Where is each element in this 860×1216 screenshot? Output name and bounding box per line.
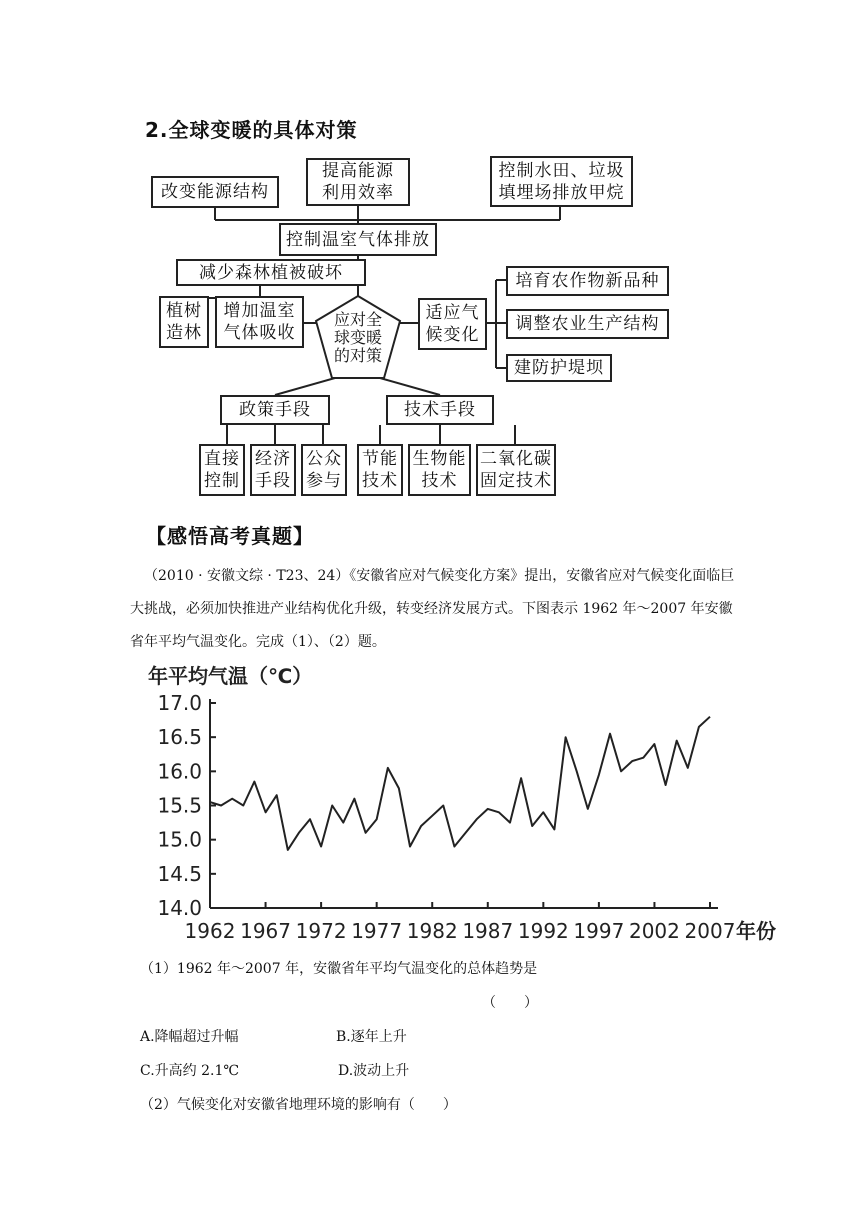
y-tick-label: 14.0 — [157, 896, 202, 920]
x-tick-label: 2002 — [628, 919, 680, 943]
y-tick-label: 16.0 — [157, 759, 202, 784]
question-1-bracket: （ ） — [482, 995, 538, 1011]
chart-svg — [140, 655, 790, 950]
node-public-participation: 公众 参与 — [301, 444, 347, 496]
option-c: C.升高约 2.1℃ — [140, 1063, 240, 1079]
node-plant-trees: 植树 造林 — [159, 296, 209, 348]
temperature-chart — [140, 655, 790, 950]
option-b: B.逐年上升 — [336, 1029, 407, 1045]
y-tick-label: 15.0 — [157, 827, 202, 852]
node-control-methane: 控制水田、垃圾 填埋场排放甲烷 — [490, 156, 633, 207]
node-direct-control: 直接 控制 — [199, 444, 245, 496]
chart-xlabel: 年份 — [736, 919, 776, 943]
x-tick-label: 1982 — [406, 919, 458, 943]
node-adjust-agriculture: 调整农业生产结构 — [506, 309, 669, 339]
question-2: （2）气候变化对安徽省地理环境的影响有（ ） — [140, 1097, 457, 1113]
node-economic-means: 经济 手段 — [250, 444, 296, 496]
chart-ylabel: 年平均气温（℃） — [148, 664, 313, 688]
x-tick-label: 1987 — [462, 919, 514, 943]
option-d: D.波动上升 — [338, 1063, 410, 1079]
x-tick-label: 1972 — [295, 919, 347, 943]
y-tick-label: 15.5 — [157, 793, 202, 818]
x-tick-label: 1962 — [184, 919, 236, 943]
exam-paragraph: （2010 · 安徽文综 · T23、24）《安徽省应对气候变化方案》提出，安徽省应对气候变化面临巨大挑战，必须加快推进产业结构优化升级，转变经济发展方式。下图表示 1962 年～2007 年安徽省年平均气温变化。完成（1）、（2）题。 — [130, 568, 735, 650]
node-increase-absorption: 增加温室 气体吸收 — [215, 296, 304, 348]
exam-section-title: 【感悟高考真题】 — [146, 524, 314, 548]
section-heading: 2.全球变暖的具体对策 — [145, 118, 358, 142]
node-tech-means: 技术手段 — [386, 395, 494, 425]
question-1: （1）1962 年～2007 年，安徽省年平均气温变化的总体趋势是 — [140, 961, 538, 977]
y-tick-label: 16.5 — [157, 725, 202, 750]
node-adapt-climate: 适应气 候变化 — [418, 298, 487, 350]
center-node: 应对全 球变暖 的对策 — [333, 310, 382, 365]
option-a: A.降幅超过升幅 — [140, 1029, 239, 1045]
node-change-energy-structure: 改变能源结构 — [151, 176, 279, 208]
x-tick-label: 1997 — [573, 919, 625, 943]
diagram-connectors — [0, 0, 860, 520]
node-co2-fixation-tech: 二氧化碳 固定技术 — [476, 444, 556, 496]
temperature-line — [210, 717, 710, 850]
x-tick-label: 1967 — [240, 919, 292, 943]
node-policy-means: 政策手段 — [220, 395, 330, 425]
node-bioenergy-tech: 生物能 技术 — [408, 444, 471, 496]
node-improve-energy-efficiency: 提高能源 利用效率 — [306, 158, 410, 206]
node-build-dikes: 建防护堤坝 — [506, 354, 612, 382]
node-reduce-forest-destruction: 减少森林植被破坏 — [176, 259, 366, 286]
node-control-greenhouse-gas: 控制温室气体排放 — [279, 223, 437, 256]
x-tick-label: 1992 — [517, 919, 569, 943]
x-tick-label: 1977 — [351, 919, 403, 943]
node-breed-new-crops: 培育农作物新品种 — [506, 266, 669, 296]
node-energy-saving-tech: 节能 技术 — [357, 444, 403, 496]
y-tick-label: 14.5 — [157, 861, 202, 886]
x-tick-label: 2007 — [684, 919, 736, 943]
y-tick-label: 17.0 — [157, 691, 202, 715]
